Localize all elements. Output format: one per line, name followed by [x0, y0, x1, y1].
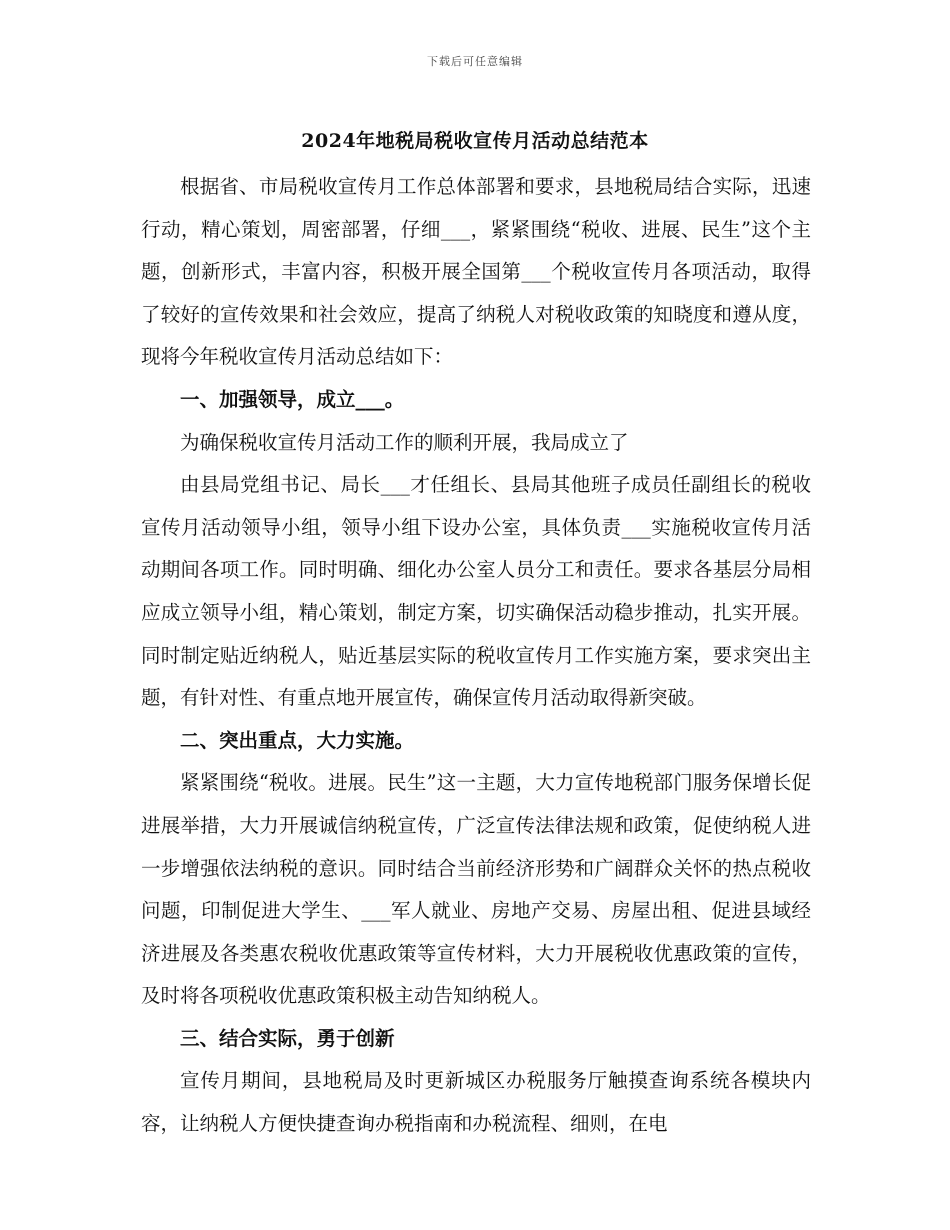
section-heading-2: 二、突出重点，大力实施。: [180, 728, 415, 752]
intro-paragraph: 根据省、市局税收宣传月工作总体部署和要求，县地税局结合实际，迅速行动，精心策划，周密部署，仔细___，紧紧围绕“税收、进展、民生”这个主题，创新形式，丰富内容，积极开展全国第___个税收宣传月各项活动，取得了较好的宣传效果和社会效应，提高了纳税人对税收政策的知晓度和遵从度，现将今年税收宣传月活动总结如下：: [141, 175, 811, 369]
body-paragraph: 为确保税收宣传月活动工作的顺利开展，我局成立了: [180, 430, 629, 454]
body-paragraph: 紧紧围绕“税收。进展。民生”这一主题，大力宣传地税部门服务保增长促进展举措，大力开展诚信纳税宣传，广泛宣传法律法规和政策，促使纳税人进一步增强依法纳税的意识。同时结合当前经济形势和广阔群众关怀的热点税收问题，印制促进大学生、___军人就业、房地产交易、房屋出租、促进县域经济进展及各类惠农税收优惠政策等宣传材料，大力开展税收优惠政策的宣传，及时将各项税收优惠政策积极主动告知纳税人。: [141, 771, 811, 1008]
body-paragraph: 宣传月期间，县地税局及时更新城区办税服务厅触摸查询系统各模块内容，让纳税人方便快捷查询办税指南和办税流程、细则，在电: [141, 1069, 811, 1136]
section-heading-1: 一、加强领导，成立___。: [180, 387, 405, 411]
body-paragraph: 由县局党组书记、局长___才任组长、县局其他班子成员任副组长的税收宣传月活动领导小组，领导小组下设办公室，具体负责___实施税收宣传月活动期间各项工作。同时明确、细化办公室人员分工和责任。要求各基层分局相应成立领导小组，精心策划，制定方案，切实确保活动稳步推动，扎实开展。同时制定贴近纳税人，贴近基层实际的税收宣传月工作实施方案，要求突出主题，有针对性、有重点地开展宣传，确保宣传月活动取得新突破。: [141, 473, 811, 710]
section-heading-3: 三、结合实际，勇于创新: [180, 1026, 395, 1050]
document-title: 2024年地税局税收宣传月活动总结范本: [301, 130, 649, 152]
document-body: [141, 166, 811, 1146]
header-note: 下载后可任意编辑: [427, 55, 523, 68]
